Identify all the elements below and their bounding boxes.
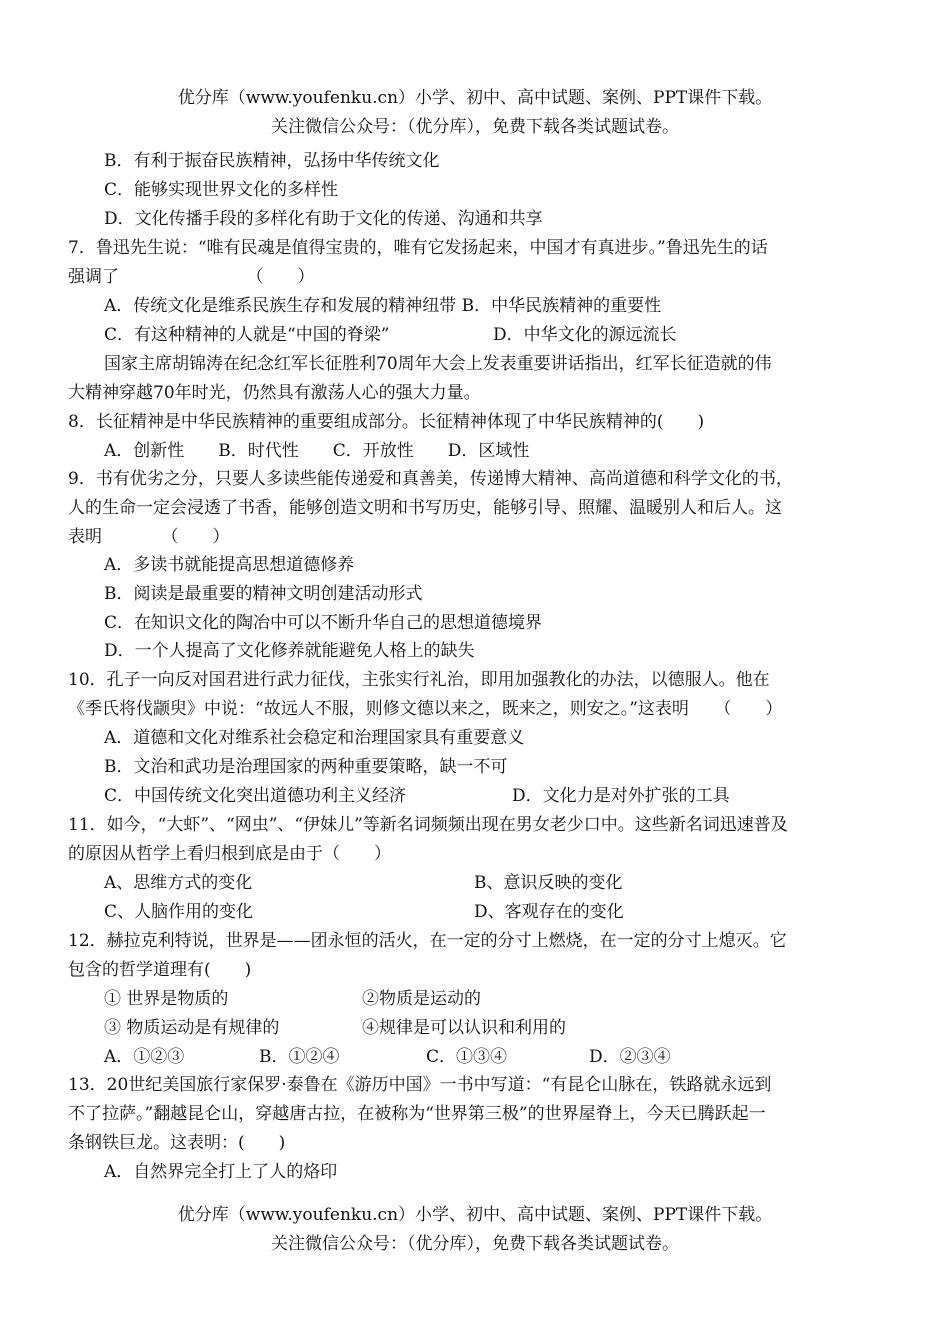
q12-option-a: A．①②③ (104, 1047, 185, 1067)
q12-statement-1: ① 世界是物质的 (104, 989, 229, 1009)
q9-option-d: D．一个人提高了文化修养就能避免人格上的缺失 (104, 641, 475, 661)
footer-line-2: 关注微信公众号：（优分库），免费下载各类试题试卷。 (271, 1234, 679, 1254)
q7-option-d: D．中华文化的源远流长 (493, 325, 677, 345)
q10-option-b: B．文治和武功是治理国家的两种重要策略，缺一不可 (104, 757, 508, 777)
q10-stem-line-1: 10．孔子一向反对国君进行武力征伐，主张实行礼治，即用加强教化的办法，以德服人。他在 (68, 670, 770, 690)
q12-option-c: C．①③④ (426, 1047, 508, 1067)
header-line-2: 关注微信公众号：（优分库），免费下载各类试题试卷。 (271, 117, 679, 137)
q10-option-d: D．文化力是对外扩张的工具 (512, 786, 730, 806)
q7-options-ab: A．传统文化是维系民族生存和发展的精神纽带 B．中华民族精神的重要性 (104, 296, 662, 316)
q9-stem-line-2: 人的生命一定会浸透了书香，能够创造文明和书写历史，能够引导、照耀、温暖别人和后人。这 (68, 498, 782, 518)
q11-option-d: D、客观存在的变化 (474, 902, 624, 922)
q13-option-a: A．自然界完全打上了人的烙印 (104, 1162, 338, 1182)
material-line-2: 大精神穿越70年时光，仍然具有激荡人心的强大力量。 (68, 383, 481, 403)
q13-stem-line-3: 条钢铁巨龙。这表明：( ) (68, 1133, 286, 1153)
q8-stem: 8．长征精神是中华民族精神的重要组成部分。长征精神体现了中华民族精神的( ) (68, 412, 705, 432)
q7-stem-line-1: 7．鲁迅先生说：“唯有民魂是值得宝贵的，唯有它发扬起来，中国才有真进步。”鲁迅先生的话 (68, 238, 768, 258)
q10-option-a: A．道德和文化对维系社会稳定和治理国家具有重要意义 (104, 728, 525, 748)
q10-stem-line-2: 《季氏将伐颛臾》中说：“故远人不服，则修文德以来之，既来之，则安之。”这表明 （ ） (68, 699, 783, 719)
q12-option-d: D．②③④ (589, 1047, 671, 1067)
q12-statement-4: ④规律是可以认识和利用的 (362, 1018, 566, 1038)
q11-option-c: C、人脑作用的变化 (104, 902, 254, 922)
q9-option-c: C．在知识文化的陶冶中可以不断升华自己的思想道德境界 (104, 613, 543, 633)
footer-line-1: 优分库（www.youfenku.cn）小学、初中、高中试题、案例、PPT课件下载。 (177, 1205, 773, 1225)
q10-option-c: C．中国传统文化突出道德功利主义经济 (104, 786, 407, 806)
q6-option-d: D．文化传播手段的多样化有助于文化的传递、沟通和共享 (104, 209, 543, 229)
q12-stem-line-1: 12．赫拉克利特说，世界是——团永恒的活火，在一定的分寸上燃烧，在一定的分寸上熄灭。它 (68, 931, 787, 951)
q7-option-c: C．有这种精神的人就是“中国的脊梁” (104, 325, 390, 345)
q9-stem-line-3: 表明 （ ） (68, 527, 230, 547)
q13-stem-line-2: 不了拉萨。”翻越昆仑山，穿越唐古拉，在被称为“世界第三极”的世界屋脊上，今天已腾跃起一 (68, 1104, 766, 1124)
q11-stem-line-2: 的原因从哲学上看归根到底是由于（ ） (68, 844, 391, 864)
q12-option-b: B．①②④ (259, 1047, 340, 1067)
q11-option-b: B、意识反映的变化 (474, 873, 623, 893)
material-line-1: 国家主席胡锦涛在纪念红军长征胜利70周年大会上发表重要讲话指出，红军长征造就的伟 (104, 354, 772, 374)
q6-option-b: B．有利于振奋民族精神，弘扬中华传统文化 (104, 151, 440, 171)
q9-option-b: B．阅读是最重要的精神文明创建活动形式 (104, 584, 423, 604)
q12-statement-3: ③ 物质运动是有规律的 (104, 1018, 280, 1038)
q11-option-a: A、思维方式的变化 (104, 873, 253, 893)
q7-stem-line-2: 强调了 （ ） (68, 267, 315, 287)
q12-statement-2: ②物质是运动的 (362, 989, 481, 1009)
header-line-1: 优分库（www.youfenku.cn）小学、初中、高中试题、案例、PPT课件下载。 (177, 88, 773, 108)
q6-option-c: C．能够实现世界文化的多样性 (104, 180, 339, 200)
q11-stem-line-1: 11．如今，“大虾”、“网虫”、“伊妹儿”等新名词频频出现在男女老少口中。这些新名词迅速普及 (68, 815, 788, 835)
q9-stem-line-1: 9．书有优劣之分，只要人多读些能传递爱和真善美，传递博大精神、高尚道德和科学文化的书， (68, 469, 793, 489)
q13-stem-line-1: 13．20世纪美国旅行家保罗·泰鲁在《游历中国》一书中写道：“有昆仑山脉在，铁路就永远到 (68, 1075, 772, 1095)
q12-stem-line-2: 包含的哲学道理有( ) (68, 960, 252, 980)
q8-options: A．创新性 B．时代性 C．开放性 D．区域性 (104, 441, 530, 461)
q9-option-a: A．多读书就能提高思想道德修养 (104, 555, 355, 575)
